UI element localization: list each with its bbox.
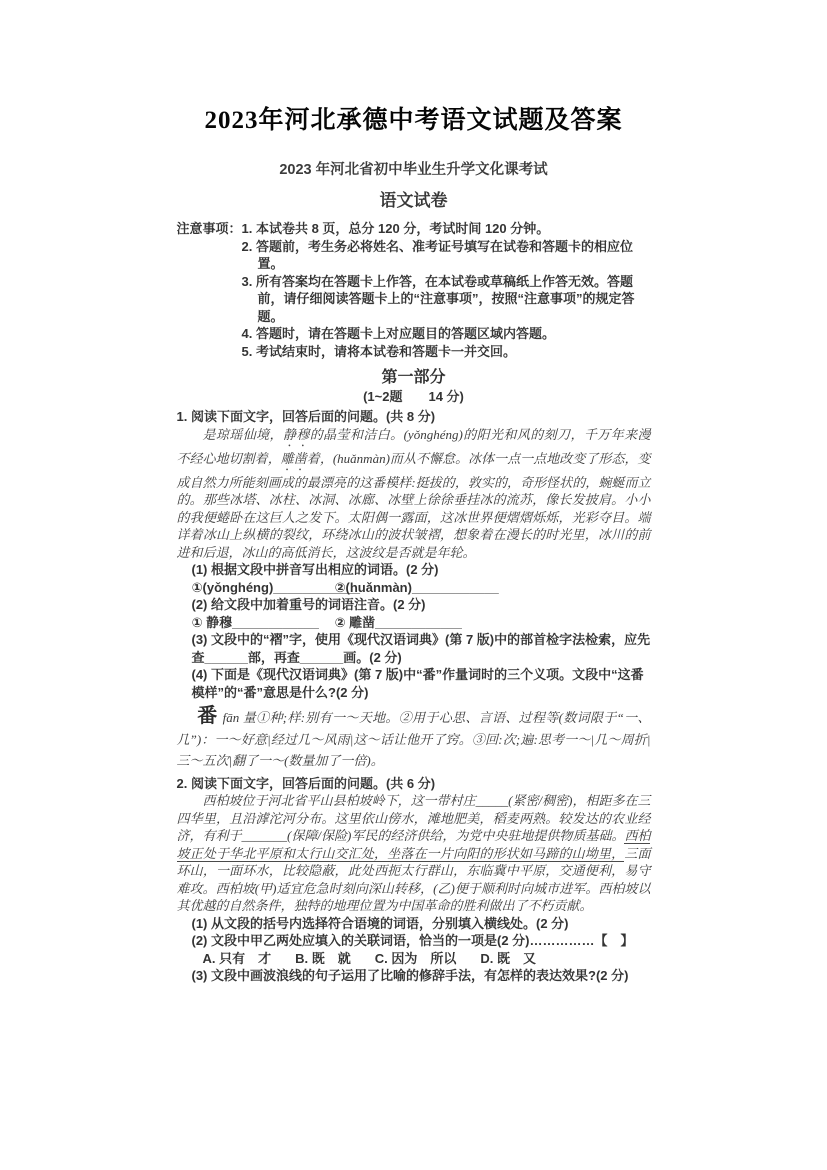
part1-heading: 第一部分 bbox=[381, 369, 446, 386]
question2-stem: 2. 阅读下面文字，回答后面的问题。(共 6 分) bbox=[176, 775, 436, 791]
option-a: A. 只有 才 bbox=[202, 950, 272, 966]
question1-sub2: (2) 给文段中加着重号的词语注音。(2 分) bbox=[191, 597, 426, 612]
passage-segment-underline: 西柏坡正处于华北平原和太行山交汇处，坐落在一片向阳的形状如马蹄的山坳里， bbox=[176, 828, 651, 861]
passage-segment: 的晶莹和洁白。(yǒnghéng)的阳光和风的刻刀，千万年来漫不经心地切割着， bbox=[176, 426, 651, 466]
notice-section bbox=[177, 220, 651, 360]
passage-segment-emph: 雕凿 bbox=[280, 450, 307, 466]
blank-yongheng: ①(yǒnghéng)____________ bbox=[191, 579, 361, 595]
passage-segment: 着，(huǎnmàn)而从不懈怠。冰体一点一点地改变了形态，变成自然力所能刻画成的最漂亮的这番模样:挺拔的，敦实的，奇形怪状的，蜿蜒而立的。那些冰塔、冰柱、冰洞、冰廊、冰壁上徐徐垂挂冰的流苏，像长发披肩。小小的我便蜷卧在这巨人之发下。太阳偶一露面，这冰世界便熠熠烁烁，光彩夺目。端详着冰山上纵横的裂纹，环绕冰山的波状皱褶，想象着在漫长的时光里，冰川的前进和后退，冰山的高低消长，这波纹是否就是年轮。 bbox=[176, 450, 651, 560]
dictionary-entry bbox=[177, 706, 651, 772]
question1-sub1: (1) 根据文段中拼音写出相应的词语。(2 分) bbox=[191, 562, 439, 577]
exam-paper-name: 语文试卷 bbox=[379, 190, 448, 210]
part1-range-points: (1~2题 14 分) bbox=[363, 388, 464, 404]
question1-sub1-blanks bbox=[177, 579, 651, 597]
notice-items bbox=[242, 220, 651, 360]
blank-diaozao: ② 雕凿____________ bbox=[334, 614, 462, 630]
passage-segment: 西柏坡位于河北省平山县柏坡岭下，这一带村庄_____(紧密/稠密)，相距多在三四华里，且沿滹沱河分布。这里依山傍水，滩地肥美，稻麦两熟。较发达的农业经济，有利于_______(保障/保险)军民的经济供给，为党中央驻地提供物质基础。 bbox=[176, 793, 651, 843]
passage-segment: 是琼瑶仙境， bbox=[202, 426, 283, 442]
notice-item-2: 2. 答题前，考生务必将姓名、准考证号填写在试卷和答题卡的相应位置。 bbox=[241, 238, 633, 271]
passage-segment-emph: 静穆 bbox=[282, 426, 310, 442]
exam-title: 2023 年河北省初中毕业生升学文化课考试 bbox=[279, 162, 548, 178]
page-title: 2023年河北承德中考语文试题及答案 bbox=[204, 107, 623, 134]
notice-label: 注意事项： bbox=[176, 221, 242, 236]
question1-sub3: (3) 文段中的“褶”字，使用《现代汉语词典》(第 7 版)中的部首检字法检索，应先查______部，再查______画。(2 分) bbox=[191, 632, 651, 665]
question2-options bbox=[177, 950, 651, 968]
question2-sub3: (3) 文段中画波浪线的句子运用了比喻的修辞手法，有怎样的表达效果?(2 分) bbox=[191, 968, 629, 983]
option-c: C. 因为 所以 bbox=[374, 950, 457, 966]
notice-item-3: 3. 所有答案均在答题卡上作答，在本试卷或草稿纸上作答无效。答题前，请仔细阅读答题卡上的“注意事项”，按照“注意事项”的规定答题。 bbox=[241, 273, 635, 324]
dictionary-headword: 番 bbox=[197, 705, 218, 727]
question1-sub2-blanks bbox=[177, 614, 651, 632]
dictionary-definitions: fān 量①种;样:别有一～天地。②用于心思、言语、过程等(数词限于“一、几”)：一～好意|经过几～风雨|这～话让他开了窍。③回:次;遍:思考一～|几～周折|三～五次|翻了一～(数量加了一倍)。 bbox=[176, 710, 651, 768]
option-d: D. 既 又 bbox=[480, 950, 536, 966]
question1-stem: 1. 阅读下面文字，回答后面的问题。(共 8 分) bbox=[176, 409, 436, 424]
question1-sub4: (4) 下面是《现代汉语词典》(第 7 版)中“番”作量词时的三个义项。文段中“这番模样”的“番”意思是什么?(2 分) bbox=[191, 667, 644, 700]
passage-segment: 三面环山，一面环水，比较隐蔽，此处西扼太行群山，东临冀中平原，交通便利，易守难攻。西柏坡(甲)适宜危急时刻向深山转移，(乙)便于顺利时向城市进军。西柏坡以其优越的自然条件，独特的地理位置为中国革命的胜利做出了不朽贡献。 bbox=[176, 845, 651, 913]
option-b: B. 既 就 bbox=[295, 950, 351, 966]
blank-jingmu: ① 静穆____________ bbox=[191, 614, 319, 630]
notice-item-1: 1. 本试卷共 8 页，总分 120 分，考试时间 120 分钟。 bbox=[241, 221, 550, 236]
blank-huanman: ②(huǎnmàn)____________ bbox=[334, 579, 499, 595]
question2-passage bbox=[177, 792, 651, 915]
scanned-exam-paper bbox=[177, 162, 651, 985]
question1-passage bbox=[177, 426, 651, 562]
question2-sub2: (2) 文段中甲乙两处应填入的关联词语，恰当的一项是(2 分)……………【 】 bbox=[191, 933, 634, 948]
notice-item-4: 4. 答题时，请在答题卡上对应题目的答题区域内答题。 bbox=[241, 326, 555, 341]
notice-item-5: 5. 考试结束时，请将本试卷和答题卡一并交回。 bbox=[241, 343, 516, 359]
question2-sub1: (1) 从文段的括号内选择符合语境的词语，分别填入横线处。(2 分) bbox=[191, 915, 569, 931]
